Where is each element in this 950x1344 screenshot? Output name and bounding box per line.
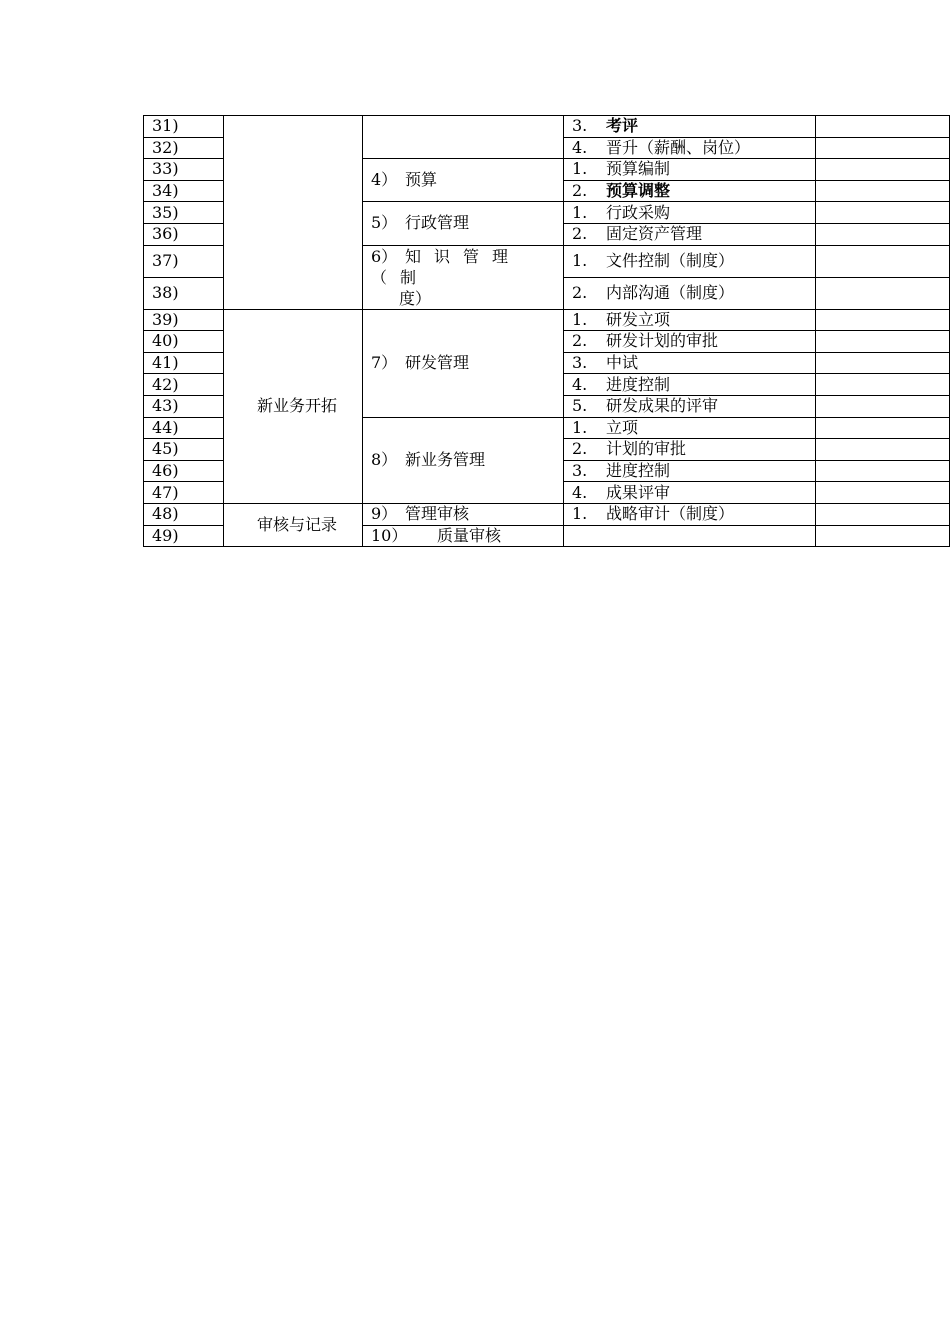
process-table — [143, 115, 950, 547]
item-text: 内部沟通（制度） — [606, 283, 735, 303]
row-number: 34) — [144, 180, 224, 202]
item-text: 研发成果的评审 — [606, 396, 719, 416]
section-number: 9） — [371, 504, 398, 524]
empty-cell — [816, 277, 950, 309]
table-row — [144, 309, 950, 331]
section-title: 研发管理 — [405, 353, 470, 373]
item-text: 进度控制 — [606, 461, 671, 481]
item-cell — [564, 331, 816, 353]
section-knowledge — [363, 245, 564, 309]
empty-cell — [816, 137, 950, 159]
item-cell — [564, 460, 816, 482]
item-cell — [564, 137, 816, 159]
row-number: 32) — [144, 137, 224, 159]
row-number: 39) — [144, 309, 224, 331]
item-text: 预算编制 — [606, 159, 671, 179]
row-number: 40) — [144, 331, 224, 353]
item-cell — [564, 277, 816, 309]
item-number: 3. — [572, 461, 588, 481]
section-number: 10） — [371, 525, 408, 545]
row-number: 31) — [144, 116, 224, 138]
section-budget — [363, 159, 564, 202]
section-quality-audit — [363, 525, 564, 547]
item-cell — [564, 352, 816, 374]
section-title: 质量审核 — [437, 525, 502, 545]
item-cell — [564, 202, 816, 224]
category-audit-record: 审核与记录 — [224, 503, 363, 546]
item-cell — [564, 525, 816, 547]
empty-cell — [816, 245, 950, 277]
item-text: 行政采购 — [606, 202, 671, 222]
empty-cell — [816, 331, 950, 353]
category-cell — [224, 116, 363, 310]
row-number: 37) — [144, 245, 224, 277]
item-cell — [564, 374, 816, 396]
item-number: 2. — [572, 439, 588, 459]
item-number: 2. — [572, 224, 588, 244]
section-title: 新业务管理 — [405, 450, 486, 470]
item-number: 5. — [572, 396, 588, 416]
empty-cell — [816, 180, 950, 202]
row-number: 41) — [144, 352, 224, 374]
section-admin — [363, 202, 564, 245]
item-number: 1. — [572, 417, 588, 437]
row-number: 38) — [144, 277, 224, 309]
item-cell — [564, 180, 816, 202]
item-text: 战略审计（制度） — [606, 504, 735, 524]
item-cell — [564, 309, 816, 331]
item-cell — [564, 503, 816, 525]
item-cell — [564, 159, 816, 181]
item-number: 4. — [572, 374, 588, 394]
empty-cell — [816, 417, 950, 439]
item-number: 2. — [572, 331, 588, 351]
item-text: 计划的审批 — [606, 439, 687, 459]
empty-cell — [816, 460, 950, 482]
empty-cell — [816, 223, 950, 245]
item-cell — [564, 223, 816, 245]
row-number: 45) — [144, 439, 224, 461]
item-number: 1. — [572, 309, 588, 329]
item-text: 中试 — [606, 353, 639, 373]
item-number: 4. — [572, 137, 588, 157]
row-number: 36) — [144, 223, 224, 245]
item-number: 1. — [572, 251, 588, 271]
table-row — [144, 503, 950, 525]
item-text: 晋升（薪酬、岗位） — [606, 137, 751, 157]
item-cell — [564, 417, 816, 439]
item-cell — [564, 116, 816, 138]
item-number: 4. — [572, 482, 588, 502]
item-number: 2. — [572, 181, 588, 201]
empty-cell — [816, 202, 950, 224]
empty-cell — [816, 159, 950, 181]
empty-cell — [816, 395, 950, 417]
row-number: 44) — [144, 417, 224, 439]
section-title: 管理审核 — [405, 504, 470, 524]
section-number: 8） — [371, 450, 398, 470]
table-row — [144, 116, 950, 138]
category-new-business: 新业务开拓 — [224, 309, 363, 503]
section-rnd — [363, 309, 564, 417]
item-text: 研发立项 — [606, 309, 671, 329]
item-number: 1. — [572, 202, 588, 222]
item-number: 1. — [572, 504, 588, 524]
empty-cell — [816, 374, 950, 396]
section-mgmt-review — [363, 503, 564, 525]
item-number: 3. — [572, 116, 588, 136]
row-number: 42) — [144, 374, 224, 396]
empty-cell — [816, 116, 950, 138]
section-new-business-mgmt — [363, 417, 564, 503]
item-text: 进度控制 — [606, 374, 671, 394]
item-text: 成果评审 — [606, 482, 671, 502]
row-number: 48) — [144, 503, 224, 525]
empty-cell — [816, 309, 950, 331]
row-number: 47) — [144, 482, 224, 504]
item-text: 考评 — [606, 116, 639, 136]
section-title: 知识管理（制 — [371, 246, 522, 287]
item-text: 预算调整 — [606, 181, 671, 201]
row-number: 35) — [144, 202, 224, 224]
row-number: 49) — [144, 525, 224, 547]
section-title: 预算 — [405, 170, 438, 190]
section-number: 6） — [371, 246, 398, 266]
item-text: 固定资产管理 — [606, 224, 703, 244]
empty-cell — [816, 525, 950, 547]
empty-cell — [816, 439, 950, 461]
empty-cell — [816, 482, 950, 504]
item-number: 2. — [572, 283, 588, 303]
section-number: 7） — [371, 353, 398, 373]
empty-cell — [816, 352, 950, 374]
empty-cell — [816, 503, 950, 525]
row-number: 43) — [144, 395, 224, 417]
item-cell — [564, 482, 816, 504]
row-number: 46) — [144, 460, 224, 482]
item-number: 1. — [572, 159, 588, 179]
section-cell — [363, 116, 564, 159]
section-title-cont: 度） — [399, 288, 432, 308]
row-number: 33) — [144, 159, 224, 181]
item-text: 研发计划的审批 — [606, 331, 719, 351]
item-cell — [564, 439, 816, 461]
item-text: 文件控制（制度） — [606, 251, 735, 271]
item-text: 立项 — [606, 417, 639, 437]
item-cell — [564, 245, 816, 277]
section-number: 5） — [371, 213, 398, 233]
item-cell — [564, 395, 816, 417]
item-number: 3. — [572, 353, 588, 373]
section-number: 4） — [371, 170, 398, 190]
section-title: 行政管理 — [405, 213, 470, 233]
